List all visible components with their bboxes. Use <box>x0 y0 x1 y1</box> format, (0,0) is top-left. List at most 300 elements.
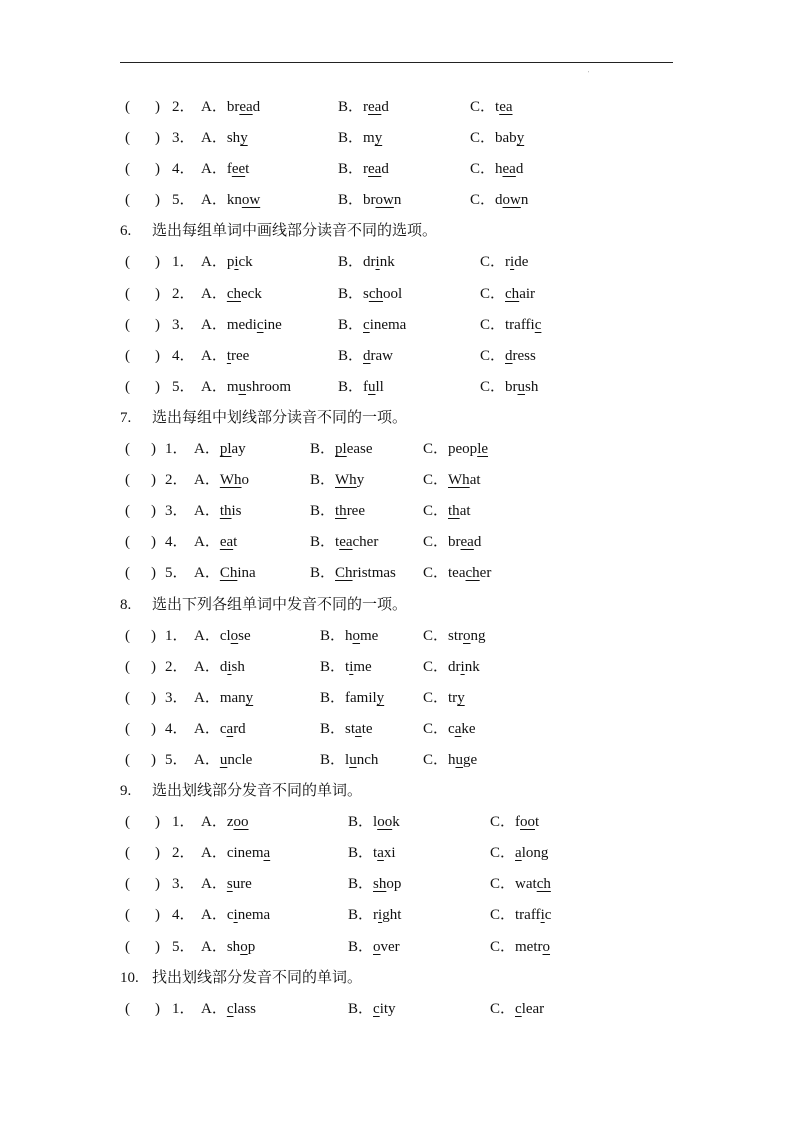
option-word: card <box>219 720 246 737</box>
option-word: dish <box>219 658 245 675</box>
option-word: traffic <box>505 316 542 333</box>
answer-blank-close: ) <box>151 534 156 551</box>
option-letter: C． <box>423 441 449 458</box>
item-number: 5． <box>165 751 188 768</box>
option-a <box>194 434 246 465</box>
answer-blank-open[interactable]: ( <box>125 845 130 862</box>
question-row <box>0 900 793 931</box>
option-c <box>423 745 477 776</box>
option-letter: C． <box>480 285 506 302</box>
option-letter: B． <box>348 876 374 893</box>
answer-blank-close: ) <box>151 503 156 520</box>
option-a <box>201 310 282 341</box>
option-word: What <box>448 472 481 489</box>
option-b <box>348 807 400 838</box>
option-letter: A． <box>194 534 220 551</box>
option-letter: A． <box>194 503 220 520</box>
question-title <box>0 963 793 994</box>
option-word: three <box>335 503 365 520</box>
option-word: my <box>363 130 383 147</box>
option-a <box>194 621 251 652</box>
option-word: read <box>363 161 389 178</box>
option-c <box>423 714 476 745</box>
option-letter: A． <box>194 658 220 675</box>
option-letter: B． <box>320 689 346 706</box>
option-letter: C． <box>490 1000 516 1017</box>
item-number: 3． <box>165 503 188 520</box>
option-a <box>201 185 260 216</box>
option-letter: A． <box>201 130 227 147</box>
question-row <box>0 496 793 527</box>
option-letter: A． <box>194 751 220 768</box>
answer-blank-open[interactable]: ( <box>125 130 130 147</box>
option-a <box>194 652 245 683</box>
option-word: know <box>226 192 261 209</box>
option-b <box>320 652 372 683</box>
option-letter: C． <box>490 814 516 831</box>
item-number: 4． <box>172 347 195 364</box>
option-b <box>348 869 401 900</box>
option-letter: C． <box>423 720 449 737</box>
option-word: play <box>219 441 246 458</box>
option-a <box>194 558 256 589</box>
answer-blank-close: ) <box>155 161 160 178</box>
item-number: 4． <box>165 720 188 737</box>
answer-blank-open[interactable]: ( <box>125 751 130 768</box>
item-number: 4． <box>165 534 188 551</box>
option-letter: B． <box>310 472 336 489</box>
answer-blank-open[interactable]: ( <box>125 907 130 924</box>
item-number: 5． <box>172 938 195 955</box>
answer-blank-open[interactable]: ( <box>125 285 130 302</box>
option-letter: A． <box>201 938 227 955</box>
question-number: 9. <box>120 783 132 800</box>
option-letter: A． <box>201 845 227 862</box>
answer-blank-open[interactable]: ( <box>125 254 130 271</box>
answer-blank-open[interactable]: ( <box>125 565 130 582</box>
option-word: feet <box>226 161 250 178</box>
answer-blank-close: ) <box>155 845 160 862</box>
answer-blank-open[interactable]: ( <box>125 627 130 644</box>
question-title <box>0 403 793 434</box>
option-letter: C． <box>423 627 449 644</box>
option-letter: B． <box>338 161 364 178</box>
option-letter: B． <box>348 938 374 955</box>
option-c <box>490 807 539 838</box>
option-word: right <box>373 907 402 924</box>
question-row <box>0 683 793 714</box>
option-a <box>194 465 249 496</box>
option-a <box>201 92 260 123</box>
answer-blank-close: ) <box>155 130 160 147</box>
answer-blank-open[interactable]: ( <box>125 441 130 458</box>
option-c <box>490 932 550 963</box>
question-row <box>0 341 793 372</box>
answer-blank-close: ) <box>151 565 156 582</box>
option-letter: B． <box>348 1000 374 1017</box>
answer-blank-open[interactable]: ( <box>125 161 130 178</box>
option-b <box>310 465 364 496</box>
option-c <box>423 683 465 714</box>
item-number: 5． <box>172 192 195 209</box>
option-b <box>338 247 395 278</box>
item-number: 1． <box>172 814 195 831</box>
answer-blank-open[interactable]: ( <box>125 658 130 675</box>
option-letter: B． <box>320 658 346 675</box>
option-letter: A． <box>201 316 227 333</box>
option-word: draw <box>363 347 394 364</box>
option-a <box>201 279 262 310</box>
item-number: 5． <box>172 378 195 395</box>
question-row <box>0 652 793 683</box>
option-letter: C． <box>470 99 496 115</box>
answer-blank-close: ) <box>155 378 160 395</box>
answer-blank-close: ) <box>151 689 156 706</box>
question-number: 10. <box>120 969 139 986</box>
option-letter: C． <box>480 316 506 333</box>
option-letter: C． <box>470 192 496 209</box>
option-b <box>310 434 373 465</box>
option-c <box>480 279 535 310</box>
option-a <box>201 247 253 278</box>
option-word: people <box>448 441 489 458</box>
option-word: Christmas <box>335 565 396 582</box>
question-row <box>0 154 793 185</box>
option-a <box>201 123 248 154</box>
option-letter: A． <box>201 378 227 395</box>
answer-blank-close: ) <box>151 472 156 489</box>
option-word: strong <box>448 627 486 644</box>
option-word: shop <box>373 876 402 893</box>
option-b <box>320 621 378 652</box>
option-word: brown <box>363 192 402 209</box>
option-word: bread <box>226 99 261 115</box>
question-row <box>0 807 793 838</box>
item-number: 3． <box>172 316 195 333</box>
option-c <box>470 185 528 216</box>
option-b <box>338 185 401 216</box>
item-number: 1． <box>172 254 195 271</box>
question-instruction: 找出划线部分发音不同的单词。 <box>152 969 363 986</box>
option-word: class <box>226 1000 257 1017</box>
option-a <box>201 994 256 1025</box>
option-word: taxi <box>373 845 396 862</box>
option-word: many <box>219 689 254 706</box>
option-c <box>490 994 544 1025</box>
option-letter: B． <box>348 814 374 831</box>
option-c <box>480 247 528 278</box>
option-word: sure <box>226 876 252 893</box>
question-instruction: 选出下列各组单词中发音不同的一项。 <box>152 596 408 613</box>
option-word: cinema <box>226 907 271 924</box>
answer-blank-open[interactable]: ( <box>125 99 130 115</box>
item-number: 4． <box>172 907 195 924</box>
option-word: metro <box>515 938 551 955</box>
option-c <box>470 123 524 154</box>
answer-blank-close: ) <box>155 285 160 302</box>
option-letter: B． <box>338 347 364 364</box>
option-word: Who <box>219 472 250 489</box>
answer-blank-open[interactable]: ( <box>125 689 130 706</box>
question-row <box>0 838 793 869</box>
question-row <box>0 527 793 558</box>
option-letter: B． <box>310 534 336 551</box>
header-mark: ' <box>588 71 590 77</box>
option-word: brush <box>505 378 539 395</box>
option-word: shy <box>226 130 248 147</box>
question-number: 6. <box>120 223 132 240</box>
option-letter: B． <box>310 565 336 582</box>
option-word: this <box>219 503 242 520</box>
option-a <box>201 900 270 931</box>
answer-blank-open[interactable]: ( <box>125 720 130 737</box>
option-b <box>338 372 384 403</box>
option-word: bread <box>448 534 482 551</box>
option-c <box>480 372 538 403</box>
question-row <box>0 465 793 496</box>
option-word: watch <box>515 876 551 893</box>
option-word: chair <box>505 285 536 302</box>
question-row <box>0 558 793 589</box>
question-row <box>0 92 793 123</box>
option-word: teacher <box>448 565 492 582</box>
option-word: tea <box>495 99 513 115</box>
option-b <box>348 932 400 963</box>
option-c <box>490 900 551 931</box>
answer-blank-close: ) <box>151 751 156 768</box>
option-letter: B． <box>338 316 364 333</box>
option-word: medicine <box>226 316 282 333</box>
question-instruction: 选出划线部分发音不同的单词。 <box>152 783 363 800</box>
option-letter: A． <box>201 254 227 271</box>
option-letter: C． <box>480 254 506 271</box>
option-word: over <box>373 938 400 955</box>
option-letter: A． <box>201 1000 227 1017</box>
option-letter: C． <box>490 876 516 893</box>
option-a <box>194 496 242 527</box>
option-letter: B． <box>338 99 364 115</box>
question-row <box>0 745 793 776</box>
answer-blank-open[interactable]: ( <box>125 192 130 209</box>
option-letter: B． <box>348 907 374 924</box>
option-a <box>201 807 249 838</box>
option-letter: C． <box>423 565 449 582</box>
option-letter: C． <box>480 347 506 364</box>
option-c <box>423 621 486 652</box>
option-b <box>338 154 389 185</box>
option-b <box>320 714 373 745</box>
option-word: that <box>448 503 471 520</box>
question-title <box>0 216 793 247</box>
answer-blank-open[interactable]: ( <box>125 814 130 831</box>
option-c <box>423 652 480 683</box>
question-title <box>0 776 793 807</box>
answer-blank-open[interactable]: ( <box>125 503 130 520</box>
answer-blank-open[interactable]: ( <box>125 876 130 893</box>
answer-blank-close: ) <box>155 814 160 831</box>
question-number: 7. <box>120 409 132 426</box>
item-number: 1． <box>165 627 188 644</box>
option-word: foot <box>515 814 540 831</box>
option-word: drink <box>448 658 480 675</box>
item-number: 2． <box>172 99 195 115</box>
option-word: clear <box>515 1000 545 1017</box>
question-row <box>0 247 793 278</box>
option-word: check <box>226 285 262 302</box>
answer-blank-close: ) <box>155 347 160 364</box>
answer-blank-close: ) <box>155 316 160 333</box>
option-c <box>423 558 491 589</box>
option-word: uncle <box>219 751 253 768</box>
option-word: city <box>373 1000 396 1017</box>
option-c <box>423 465 481 496</box>
answer-blank-close: ) <box>151 441 156 458</box>
option-c <box>490 838 548 869</box>
option-letter: A． <box>194 627 220 644</box>
option-word: mushroom <box>226 378 292 395</box>
option-word: cake <box>448 720 476 737</box>
question-number: 8. <box>120 596 132 613</box>
option-word: baby <box>495 130 525 147</box>
option-word: cinema <box>226 845 271 862</box>
option-word: zoo <box>226 814 249 831</box>
item-number: 4． <box>172 161 195 178</box>
option-word: eat <box>219 534 238 551</box>
option-letter: C． <box>423 689 449 706</box>
question-row <box>0 185 793 216</box>
option-a <box>201 869 252 900</box>
answer-blank-open[interactable]: ( <box>125 472 130 489</box>
option-letter: C． <box>423 472 449 489</box>
option-b <box>338 310 406 341</box>
answer-blank-close: ) <box>155 192 160 209</box>
option-a <box>201 341 249 372</box>
option-letter: A． <box>194 689 220 706</box>
option-letter: B． <box>348 845 374 862</box>
option-b <box>320 745 378 776</box>
option-b <box>348 900 401 931</box>
option-letter: C． <box>490 907 516 924</box>
option-a <box>194 714 246 745</box>
question-row <box>0 279 793 310</box>
option-word: full <box>363 378 384 395</box>
question-row <box>0 621 793 652</box>
option-word: China <box>219 565 256 582</box>
option-letter: A． <box>201 192 227 209</box>
option-a <box>201 932 255 963</box>
answer-blank-close: ) <box>151 658 156 675</box>
option-word: close <box>219 627 251 644</box>
option-word: family <box>345 689 385 706</box>
option-word: look <box>373 814 400 831</box>
option-letter: C． <box>423 751 449 768</box>
option-letter: C． <box>470 130 496 147</box>
option-letter: A． <box>201 285 227 302</box>
option-letter: A． <box>194 441 220 458</box>
option-letter: C． <box>490 938 516 955</box>
option-c <box>470 92 513 123</box>
option-c <box>480 310 541 341</box>
question-instruction: 选出每组中划线部分读音不同的一项。 <box>152 409 408 426</box>
option-letter: B． <box>338 192 364 209</box>
worksheet-content <box>0 92 793 1025</box>
question-row <box>0 869 793 900</box>
answer-blank-close: ) <box>155 99 160 115</box>
option-word: home <box>345 627 379 644</box>
question-row <box>0 434 793 465</box>
option-letter: B． <box>320 751 346 768</box>
answer-blank-open[interactable]: ( <box>125 378 130 395</box>
option-letter: C． <box>423 658 449 675</box>
answer-blank-close: ) <box>155 938 160 955</box>
answer-blank-open[interactable]: ( <box>125 316 130 333</box>
item-number: 1． <box>165 441 188 458</box>
option-b <box>338 341 393 372</box>
item-number: 3． <box>165 689 188 706</box>
answer-blank-close: ) <box>155 876 160 893</box>
option-letter: C． <box>480 378 506 395</box>
question-row <box>0 994 793 1025</box>
option-c <box>423 527 481 558</box>
option-b <box>338 123 382 154</box>
option-word: lunch <box>345 751 379 768</box>
option-c <box>490 869 551 900</box>
option-letter: B． <box>338 378 364 395</box>
option-a <box>194 745 252 776</box>
option-a <box>194 527 237 558</box>
option-letter: C． <box>423 534 449 551</box>
answer-blank-open[interactable]: ( <box>125 347 130 364</box>
option-word: head <box>495 161 524 178</box>
option-word: please <box>335 441 373 458</box>
option-a <box>201 154 249 185</box>
item-number: 2． <box>172 845 195 862</box>
item-number: 2． <box>172 285 195 302</box>
option-c <box>470 154 523 185</box>
item-number: 3． <box>172 876 195 893</box>
option-word: Why <box>335 472 365 489</box>
option-c <box>423 434 488 465</box>
option-a <box>194 683 253 714</box>
option-word: traffic <box>515 907 552 924</box>
option-c <box>423 496 471 527</box>
option-c <box>480 341 536 372</box>
answer-blank-close: ) <box>155 1000 160 1017</box>
question-row <box>0 932 793 963</box>
option-letter: A． <box>201 99 227 115</box>
question-row <box>0 123 793 154</box>
answer-blank-open[interactable]: ( <box>125 938 130 955</box>
option-letter: A． <box>201 347 227 364</box>
option-b <box>310 496 365 527</box>
question-instruction: 选出每组单词中画线部分读音不同的选项。 <box>152 223 438 240</box>
option-b <box>310 527 378 558</box>
option-word: ride <box>505 254 529 271</box>
answer-blank-open[interactable]: ( <box>125 534 130 551</box>
answer-blank-close: ) <box>155 907 160 924</box>
option-word: teacher <box>335 534 379 551</box>
option-word: cinema <box>363 316 407 333</box>
answer-blank-open[interactable]: ( <box>125 1000 130 1017</box>
option-word: school <box>363 285 403 302</box>
option-letter: B． <box>320 720 346 737</box>
option-letter: A． <box>201 161 227 178</box>
option-word: drink <box>363 254 395 271</box>
option-letter: A． <box>194 472 220 489</box>
option-word: tree <box>226 347 250 364</box>
answer-blank-close: ) <box>151 627 156 644</box>
question-row <box>0 310 793 341</box>
